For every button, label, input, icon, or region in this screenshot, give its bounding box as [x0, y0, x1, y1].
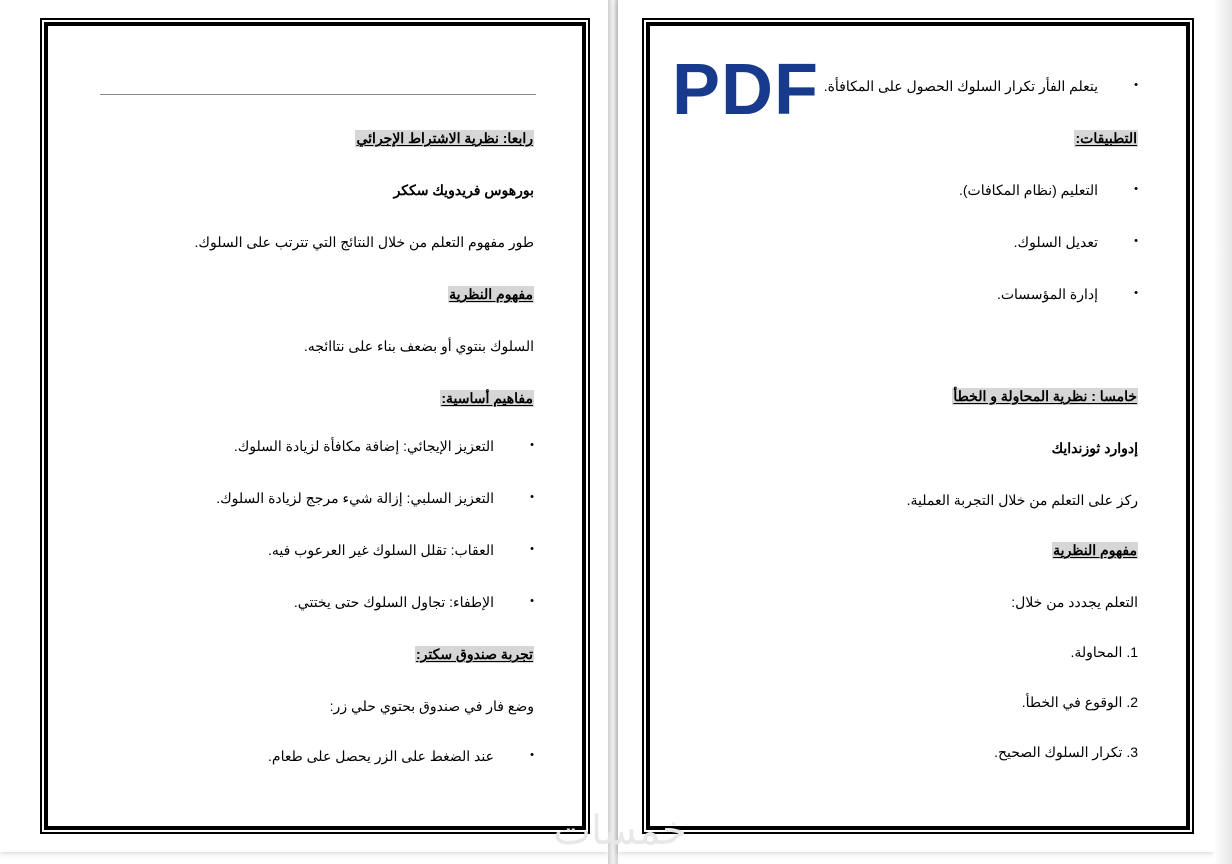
concept-text: السلوك بنتوي أو بضعف بناء على نتاائجه.	[303, 338, 534, 354]
concept-heading: مفهوم النظرية	[1053, 542, 1137, 558]
basics-item: العقاب: تقلل السلوك غير العرعوب فيه. •	[268, 542, 494, 559]
basics-item: التعزيز السلبي: إزالة شيء مرجج لزيادة السلوك. •	[216, 490, 494, 507]
step-number: 2.	[1126, 694, 1138, 710]
step-text: المحاولة.	[1070, 644, 1123, 660]
right-edge-shadow	[1214, 0, 1232, 864]
basics-item: التعزيز الإيجائي: إضافة مكافأة لزيادة السلوك. •	[234, 438, 494, 455]
concept-heading: مفهوم النظرية	[449, 286, 533, 302]
intro-text: ركز على التعلم من خلال التجربة العملية.	[906, 492, 1138, 508]
author-name: إدوارد ثوزندايك	[1051, 440, 1138, 456]
pdf-logo: PDF	[672, 50, 819, 130]
step-text: الوقوع في الخطأ.	[1021, 694, 1123, 710]
step-item	[1070, 644, 1138, 661]
left-page	[0, 0, 608, 852]
applications-item: تعديل السلوك. •	[1014, 234, 1098, 251]
header-rule	[100, 94, 536, 95]
step-number: 3.	[1126, 744, 1138, 760]
step-number: 1.	[1126, 644, 1138, 660]
basics-item: الإطفاء: تجاول السلوك حتى يختتي. •	[294, 594, 494, 611]
right-page-frame	[646, 22, 1190, 830]
experiment-heading: تجربة صندوق سكتر:	[416, 646, 533, 662]
experiment-text: وضع فار في صندوق بحتوي حلي زر:	[329, 698, 534, 714]
page-gutter	[608, 0, 618, 864]
step-item	[994, 744, 1138, 761]
applications-heading: التطبيقات:	[1075, 130, 1137, 146]
applications-item: إدارة المؤسسات. •	[997, 286, 1098, 303]
experiment-bullet: عند الضغط على الزر يحصل على طعام. •	[268, 748, 494, 765]
left-page-frame	[44, 22, 586, 830]
section-heading-fourth: رابعا: نظرية الاشتراط الإجرائي	[356, 130, 533, 146]
concept-text: التعلم يجددد من خلال:	[1011, 594, 1138, 610]
basics-heading: مفاهيم أساسية:	[441, 390, 533, 406]
watermark: خمسات	[553, 808, 687, 854]
applications-item: التعليم (نظام المكافات). •	[959, 182, 1098, 199]
top-bullet: يتعلم الفأر تكرار السلوك الحصول على المكافأة. •	[824, 78, 1098, 95]
step-item	[1022, 694, 1138, 711]
right-page	[618, 0, 1214, 852]
author-name: بورهوس فريدويك سككر	[393, 182, 534, 198]
intro-text: طور مفهوم التعلم من خلال النتائج التي تترتب على السلوك.	[194, 234, 534, 250]
section-heading-fifth: خامسا : نظرية المحاولة و الخطأ	[953, 388, 1137, 404]
step-text: تكرار السلوك الصحيح.	[994, 744, 1123, 760]
